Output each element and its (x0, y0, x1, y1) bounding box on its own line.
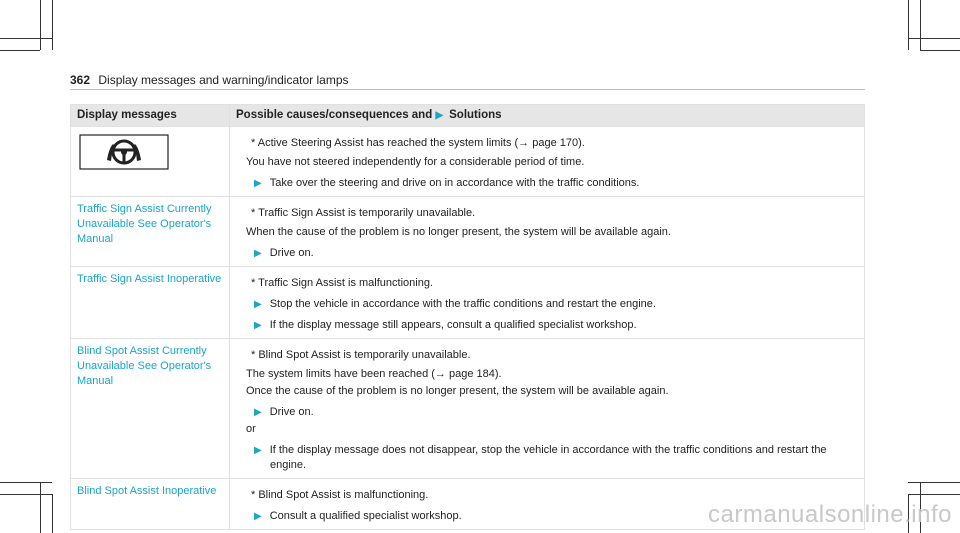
cause-text: * Blind Spot Assist is malfunctioning. (251, 489, 429, 501)
instruction-item: ▶ Drive on. (254, 247, 314, 259)
solution-cell (230, 197, 865, 267)
display-messages-table (70, 104, 865, 530)
crop-mark (40, 0, 41, 50)
instruction-item: ▶ If the display message still appears, consult a qualified specialist workshop. (254, 319, 637, 331)
crop-mark (0, 50, 40, 51)
crop-mark (920, 50, 960, 51)
cause-text: * Traffic Sign Assist is temporarily unavailable. (251, 207, 476, 219)
instruction-item: ▶ Stop the vehicle in accordance with the traffic conditions and restart the engine. (254, 298, 656, 310)
arrow-icon: ▶ (254, 407, 262, 418)
crop-mark (52, 494, 53, 533)
display-message: Traffic Sign Assist Currently Unavailable See Operator's Manual (77, 203, 212, 245)
table-row (71, 267, 865, 339)
arrow-icon: ▶ (435, 110, 444, 121)
detail-text: When the cause of the problem is no longer present, the system will be available again. (246, 226, 671, 238)
instruction-item: ▶ Take over the steering and drive on in accordance with the traffic conditions. (254, 177, 640, 189)
page-number: 362 (70, 73, 91, 87)
crop-mark (920, 0, 921, 50)
crop-mark (908, 482, 960, 483)
instruction-item: ▶ Drive on. (254, 406, 314, 418)
column-header-messages: Display messages (71, 105, 230, 127)
instruction-item: ▶ Consult a qualified specialist workshop. (254, 510, 462, 522)
crop-mark (908, 0, 909, 50)
detail-text: You have not steered independently for a considerable period of time. (246, 156, 585, 168)
detail-text: Once the cause of the problem is no longer present, the system will be available again. (246, 385, 669, 397)
column-header-causes: Possible causes/consequences and ▶ Solutions (230, 105, 865, 127)
arrow-icon: ▶ (254, 511, 262, 522)
cause-text: * Active Steering Assist has reached the system limits (→ page 170). (251, 137, 585, 149)
header-divider (70, 89, 865, 90)
solution-cell (230, 267, 865, 339)
crop-mark (908, 494, 960, 495)
arrow-icon: ▶ (254, 299, 262, 310)
instruction-item: ▶ If the display message does not disappear, stop the vehicle in accordance with the traffic conditions and restart the engine. (254, 444, 827, 471)
message-cell (71, 197, 230, 267)
table-header-row (71, 105, 865, 127)
crop-mark (40, 482, 41, 533)
message-cell (71, 479, 230, 530)
or-text: or (246, 423, 256, 435)
arrow-icon: ▶ (254, 178, 262, 189)
crop-mark (0, 38, 52, 39)
crop-mark (0, 482, 52, 483)
arrow-icon: ▶ (254, 248, 262, 259)
crop-mark (908, 38, 960, 39)
display-message: Traffic Sign Assist Inoperative (77, 273, 222, 285)
message-cell (71, 267, 230, 339)
table-row (71, 339, 865, 479)
page-header (70, 73, 349, 87)
table-row (71, 197, 865, 267)
display-message: Blind Spot Assist Currently Unavailable See Operator's Manual (77, 345, 212, 387)
watermark: carmanualsonline.info (708, 501, 952, 528)
detail-text: The system limits have been reached (→ page 184). (246, 368, 502, 380)
arrow-icon: ▶ (254, 445, 262, 456)
crop-mark (0, 494, 52, 495)
steering-wheel-hands-icon (79, 134, 169, 170)
display-message: Blind Spot Assist Inoperative (77, 485, 217, 497)
solution-cell (230, 339, 865, 479)
table-row (71, 127, 865, 197)
arrow-icon: ▶ (254, 320, 262, 331)
message-cell (71, 127, 230, 197)
message-cell (71, 339, 230, 479)
page-title: Display messages and warning/indicator lamps (98, 73, 349, 87)
cause-text: * Traffic Sign Assist is malfunctioning. (251, 277, 433, 289)
cause-text: * Blind Spot Assist is temporarily unavailable. (251, 349, 471, 361)
crop-mark (52, 0, 53, 50)
solution-cell (230, 127, 865, 197)
